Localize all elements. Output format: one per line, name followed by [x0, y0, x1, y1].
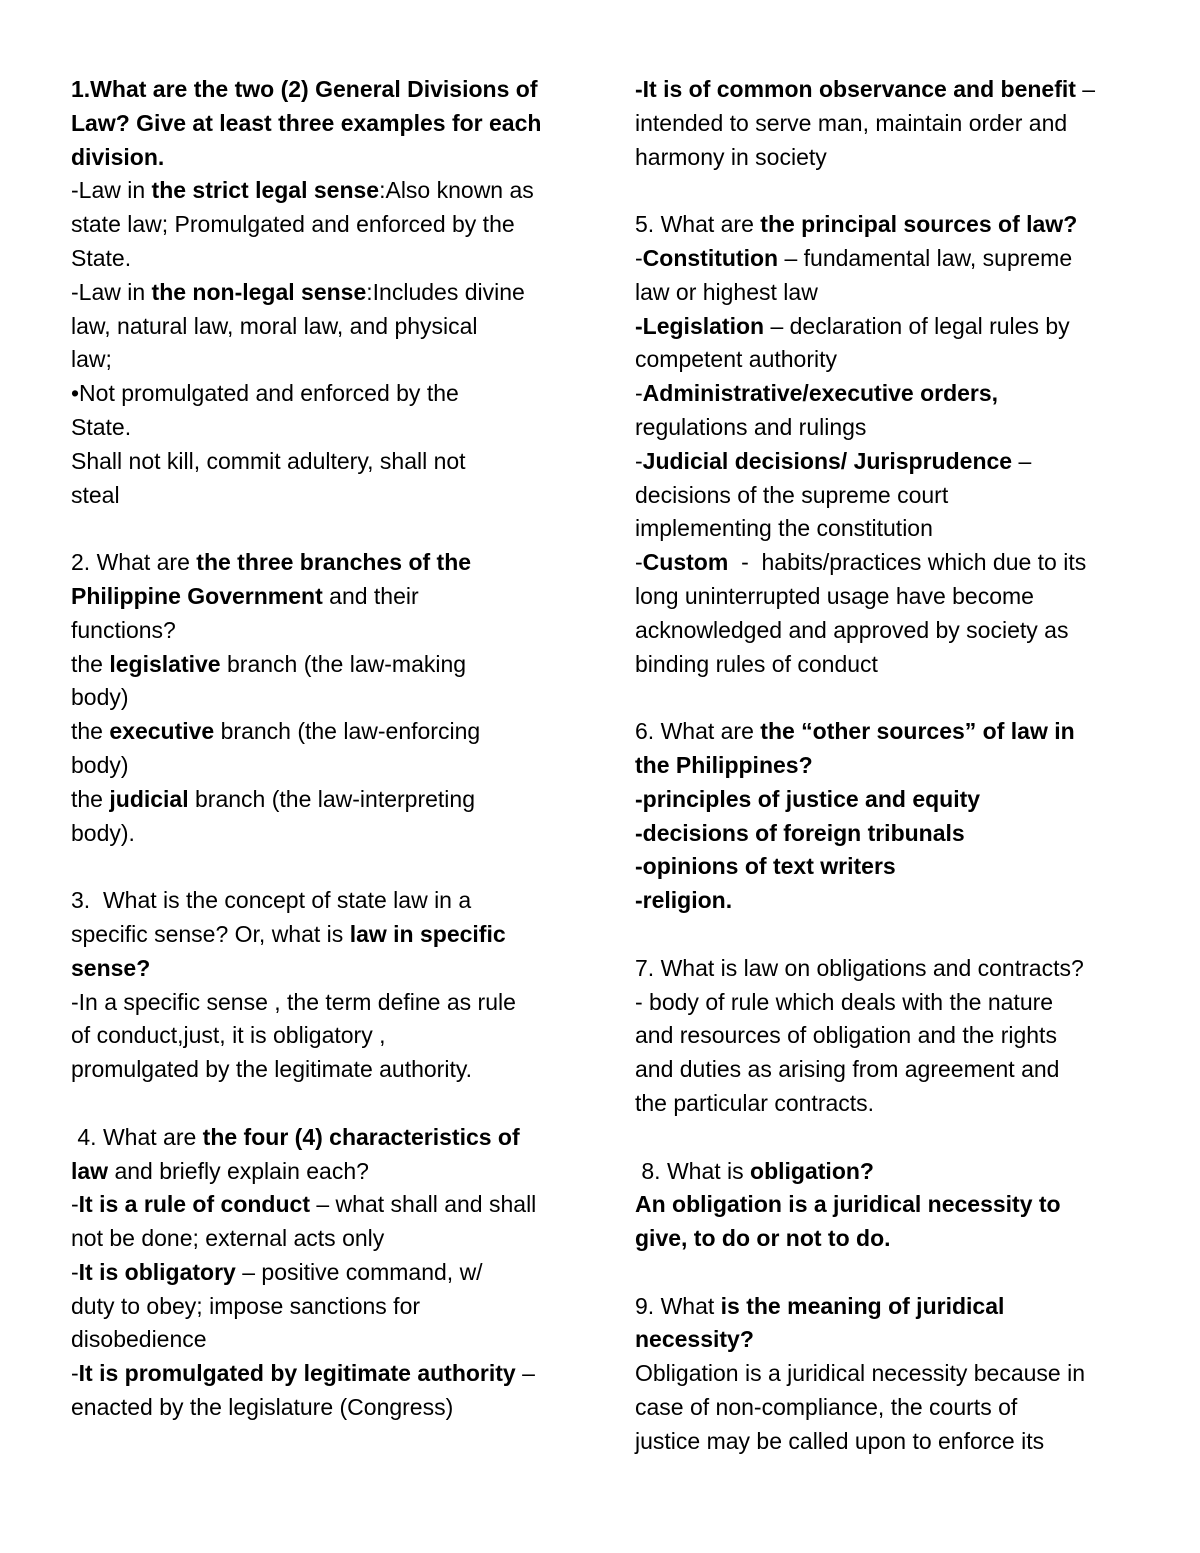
text-line	[71, 310, 571, 344]
bold-text: the “other sources” of law in	[760, 718, 1075, 745]
bold-text: sense?	[71, 954, 151, 981]
text-line	[635, 1323, 1135, 1357]
bold-text: It is obligatory	[78, 1258, 236, 1285]
bold-text: the strict legal sense	[151, 177, 380, 204]
text-line	[71, 850, 571, 884]
bold-text: obligation?	[750, 1157, 874, 1184]
text-run: enacted by the legislature (Congress)	[71, 1394, 454, 1421]
text-line	[635, 479, 1135, 513]
bold-text: legislative	[109, 650, 221, 677]
text-run: not be done; external acts only	[71, 1225, 385, 1252]
text-run: 5. What are	[635, 211, 761, 238]
text-run: •Not promulgated and enforced by the	[71, 380, 459, 407]
text-line	[71, 918, 571, 952]
text-line	[71, 648, 571, 682]
text-run: :Includes divine	[366, 278, 525, 305]
text-run: and duties as arising from agreement and	[635, 1056, 1060, 1083]
text-run: -	[635, 244, 643, 271]
bold-text: -opinions of text writers	[635, 853, 896, 880]
text-line	[635, 1222, 1135, 1256]
text-run: -In a specific sense , the term define as rule	[71, 988, 516, 1015]
text-run: 4. What are	[71, 1123, 203, 1150]
text-run: the	[71, 718, 110, 745]
text-run: Obligation is a juridical necessity because in	[635, 1360, 1086, 1387]
text-line	[635, 208, 1135, 242]
bold-text: the four (4) characteristics of	[202, 1123, 520, 1150]
left-column	[71, 73, 571, 1425]
text-line	[635, 107, 1135, 141]
text-run: –	[1012, 447, 1032, 474]
bold-text: Philippine Government	[71, 582, 323, 609]
text-run: and their	[322, 582, 419, 609]
bold-text: division.	[71, 143, 165, 170]
text-line	[71, 783, 571, 817]
text-run: State.	[71, 413, 132, 440]
text-line	[635, 715, 1135, 749]
bold-text: -It is of common observance and benefit	[635, 76, 1076, 102]
text-line	[635, 512, 1135, 546]
text-line	[635, 580, 1135, 614]
text-line	[71, 1155, 571, 1189]
text-line	[635, 377, 1135, 411]
text-run: -	[71, 1258, 79, 1285]
text-run: 8. What is	[635, 1157, 751, 1184]
text-run: decisions of the supreme court	[635, 481, 949, 508]
text-line	[71, 512, 571, 546]
bold-text: 1.What are the two (2) General Divisions of	[71, 76, 538, 102]
text-run: Shall not kill, commit adultery, shall not	[71, 447, 466, 474]
text-run: -	[635, 380, 643, 407]
text-line	[71, 276, 571, 310]
bold-text: Law? Give at least three examples for each	[71, 109, 542, 136]
text-line	[71, 1019, 571, 1053]
text-line	[71, 208, 571, 242]
text-line	[635, 445, 1135, 479]
text-run: harmony in society	[635, 143, 827, 170]
text-line	[635, 850, 1135, 884]
text-run: intended to serve man, maintain order and	[635, 109, 1068, 136]
text-run: and briefly explain each?	[108, 1157, 369, 1184]
text-line	[635, 681, 1135, 715]
text-run: body)	[71, 684, 129, 711]
bold-text: executive	[109, 718, 215, 745]
text-line	[635, 1053, 1135, 1087]
text-run: implementing the constitution	[635, 515, 933, 542]
text-run: branch (the law-making	[220, 650, 467, 677]
text-line	[71, 107, 571, 141]
bold-text: Custom	[642, 549, 729, 576]
text-run: law or highest law	[635, 278, 818, 305]
text-run: -	[71, 1360, 79, 1387]
text-run: :Also known as	[379, 177, 534, 204]
text-line	[71, 580, 571, 614]
bold-text: law	[71, 1157, 109, 1184]
text-line	[635, 141, 1135, 175]
text-run: -Law in	[71, 177, 152, 204]
text-run: regulations and rulings	[635, 413, 867, 440]
text-run: acknowledged and approved by society as	[635, 616, 1069, 643]
text-line	[71, 141, 571, 175]
text-run: of conduct,just, it is obligatory ,	[71, 1022, 386, 1049]
text-run: steal	[71, 481, 120, 508]
text-line	[635, 411, 1135, 445]
text-line	[635, 783, 1135, 817]
bold-text: It is a rule of conduct	[78, 1191, 310, 1218]
bold-text: Judicial decisions/ Jurisprudence	[642, 447, 1013, 474]
text-run: the	[71, 785, 110, 812]
bold-text: -decisions of foreign tribunals	[635, 819, 965, 846]
bold-text: Constitution	[642, 244, 779, 271]
bold-text: It is promulgated by legitimate authority	[78, 1360, 516, 1387]
text-run: -Law in	[71, 278, 152, 305]
text-line	[635, 343, 1135, 377]
text-line	[71, 479, 571, 513]
text-run: – what shall and shall	[309, 1191, 537, 1218]
text-line	[71, 1053, 571, 1087]
text-line	[635, 1155, 1135, 1189]
text-run: and resources of obligation and the rights	[635, 1022, 1057, 1049]
text-line	[71, 445, 571, 479]
text-line	[71, 1391, 571, 1425]
text-line	[635, 986, 1135, 1020]
bold-text: the three branches of the	[196, 549, 472, 576]
text-line	[71, 174, 571, 208]
bold-text: judicial	[109, 785, 189, 812]
text-run: body)	[71, 751, 129, 778]
text-line	[71, 242, 571, 276]
text-line	[635, 1121, 1135, 1155]
text-line	[635, 1188, 1135, 1222]
text-line	[71, 377, 571, 411]
text-run: disobedience	[71, 1326, 207, 1353]
text-line	[71, 681, 571, 715]
text-run: specific sense? Or, what is	[71, 920, 350, 947]
text-run: - body of rule which deals with the nature	[635, 988, 1054, 1015]
text-line	[635, 648, 1135, 682]
text-line	[635, 749, 1135, 783]
text-line	[71, 817, 571, 851]
text-run: the particular contracts.	[635, 1089, 875, 1116]
text-run: 6. What are	[635, 718, 761, 745]
text-line	[71, 411, 571, 445]
text-run: binding rules of conduct	[635, 650, 878, 677]
text-line	[635, 174, 1135, 208]
text-run: promulgated by the legitimate authority.	[71, 1056, 473, 1083]
bold-text: -religion.	[635, 887, 733, 914]
bold-text: is the meaning of juridical	[720, 1292, 1005, 1319]
bold-text: the non-legal sense	[151, 278, 367, 305]
text-run: case of non-compliance, the courts of	[635, 1394, 1018, 1421]
text-line	[635, 1256, 1135, 1290]
text-run: -	[635, 549, 643, 576]
text-line	[635, 1425, 1135, 1459]
bold-text: the principal sources of law?	[760, 211, 1078, 238]
bold-text: An obligation is a juridical necessity to	[635, 1191, 1061, 1218]
text-line	[635, 73, 1135, 107]
text-line	[71, 1323, 571, 1357]
text-line	[71, 1357, 571, 1391]
text-line	[71, 1256, 571, 1290]
text-line	[71, 749, 571, 783]
text-run: the	[71, 650, 110, 677]
text-run: – fundamental law, supreme	[778, 244, 1073, 271]
bold-text: Administrative/executive orders,	[642, 380, 999, 407]
text-line	[71, 73, 571, 107]
text-line	[71, 1087, 571, 1121]
text-run: branch (the law-interpreting	[188, 785, 475, 812]
text-run: 7. What is law on obligations and contracts?	[635, 954, 1084, 981]
text-line	[71, 1188, 571, 1222]
text-run: duty to obey; impose sanctions for	[71, 1292, 421, 1319]
text-run: 2. What are	[71, 549, 197, 576]
text-line	[635, 310, 1135, 344]
text-line	[635, 918, 1135, 952]
text-line	[71, 1121, 571, 1155]
bold-text: -Legislation	[635, 312, 765, 339]
text-run: -	[71, 1191, 79, 1218]
text-run: 3. What is the concept of state law in a	[71, 887, 472, 914]
text-line	[635, 1391, 1135, 1425]
text-line	[71, 952, 571, 986]
text-run: - habits/practices which due to its	[728, 549, 1087, 576]
right-column	[635, 73, 1135, 1459]
text-line	[635, 1019, 1135, 1053]
text-run: 9. What	[635, 1292, 721, 1319]
text-line	[635, 276, 1135, 310]
text-line	[635, 817, 1135, 851]
text-run: -	[635, 447, 643, 474]
text-line	[635, 952, 1135, 986]
bold-text: necessity?	[635, 1326, 754, 1353]
text-run: law, natural law, moral law, and physical	[71, 312, 478, 339]
text-line	[635, 242, 1135, 276]
text-run: –	[1075, 76, 1096, 102]
bold-text: the Philippines?	[635, 751, 813, 778]
text-line	[635, 884, 1135, 918]
text-line	[71, 884, 571, 918]
text-run: – positive command, w/	[235, 1258, 483, 1285]
text-line	[71, 546, 571, 580]
text-line	[635, 1357, 1135, 1391]
text-line	[635, 1087, 1135, 1121]
text-run: functions?	[71, 616, 176, 643]
text-run: body).	[71, 819, 135, 846]
text-run: –	[515, 1360, 535, 1387]
text-run: competent authority	[635, 346, 838, 373]
text-run: law;	[71, 346, 112, 373]
bold-text: give, to do or not to do.	[635, 1225, 891, 1252]
text-line	[635, 1290, 1135, 1324]
text-run: justice may be called upon to enforce its	[635, 1427, 1045, 1454]
text-line	[635, 614, 1135, 648]
text-line	[71, 614, 571, 648]
text-line	[635, 546, 1135, 580]
text-line	[71, 715, 571, 749]
text-line	[71, 343, 571, 377]
text-run: branch (the law-enforcing	[214, 718, 481, 745]
text-run: state law; Promulgated and enforced by the	[71, 211, 515, 238]
bold-text: law in specific	[349, 920, 506, 947]
text-line	[71, 986, 571, 1020]
text-line	[71, 1290, 571, 1324]
bold-text: -principles of justice and equity	[635, 785, 981, 812]
text-line	[71, 1222, 571, 1256]
text-run: long uninterrupted usage have become	[635, 582, 1034, 609]
text-run: – declaration of legal rules by	[764, 312, 1070, 339]
text-run: State.	[71, 244, 132, 271]
